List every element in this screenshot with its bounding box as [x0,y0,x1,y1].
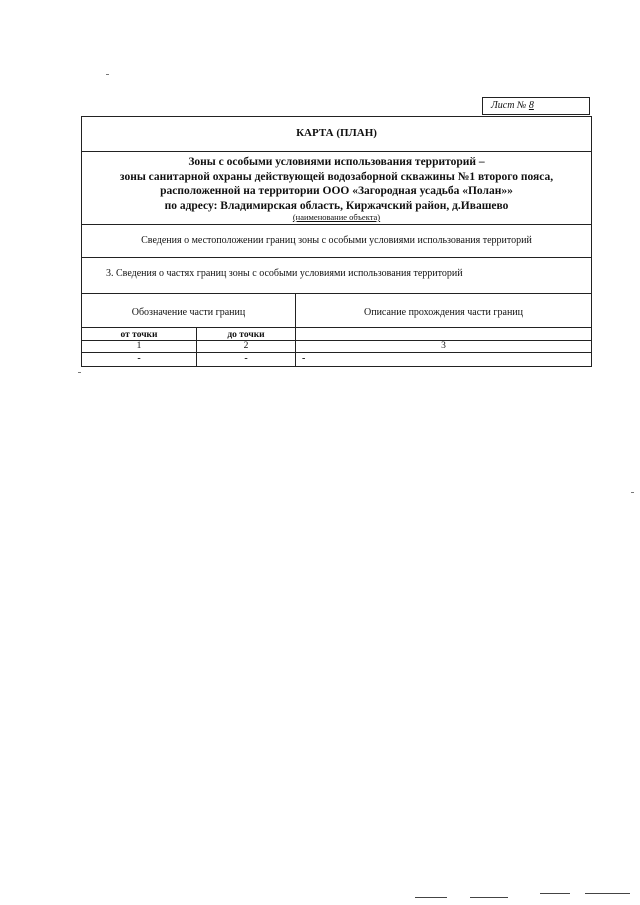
sheet-number: 8 [528,100,534,111]
scan-mark [631,492,634,493]
divider [82,293,591,294]
table-cell: - [137,353,141,364]
column-number-1: 1 [136,341,142,351]
table-divider [82,327,591,328]
header-description: Описание прохождения части границ [364,307,523,318]
scan-mark [78,372,81,373]
object-name [82,155,591,213]
object-caption: (наименование объекта) [292,212,381,222]
footer-line [415,897,447,898]
object-line-4: по адресу: Владимирская область, Киржачский район, д.Ивашево [164,199,509,212]
footer-line [585,893,630,894]
table-col-divider [295,293,296,367]
col-to-point: до точки [227,330,265,340]
table-cell: - [302,353,306,364]
divider [82,224,591,225]
object-line-2: зоны санитарной охраны действующей водозаборной скважины №1 второго пояса, [119,170,554,183]
header-designation: Обозначение части границ [131,307,246,318]
sheet-label: Лист № [491,100,527,111]
object-line-3: расположенной на территории ООО «Загородная усадьба «Полан»» [160,185,513,197]
divider [82,257,591,258]
column-number-3: 3 [441,341,446,351]
table-cell: - [244,353,248,364]
object-line-1: Зоны с особыми условиями использования территорий – [188,156,485,168]
document-frame [81,116,592,367]
scan-mark [106,74,109,75]
col-from-point: от точки [120,330,158,340]
footer-line [540,893,570,894]
section-parts: 3. Сведения о частях границ зоны с особыми условиями использования территорий [106,268,463,279]
document-title: КАРТА (ПЛАН) [296,127,377,139]
section-location: Сведения о местоположении границ зоны с особыми условиями использования территорий [141,235,532,246]
footer-line [470,897,508,898]
sheet-number-box [482,97,590,115]
divider [82,151,591,152]
column-number-2: 2 [243,341,249,351]
